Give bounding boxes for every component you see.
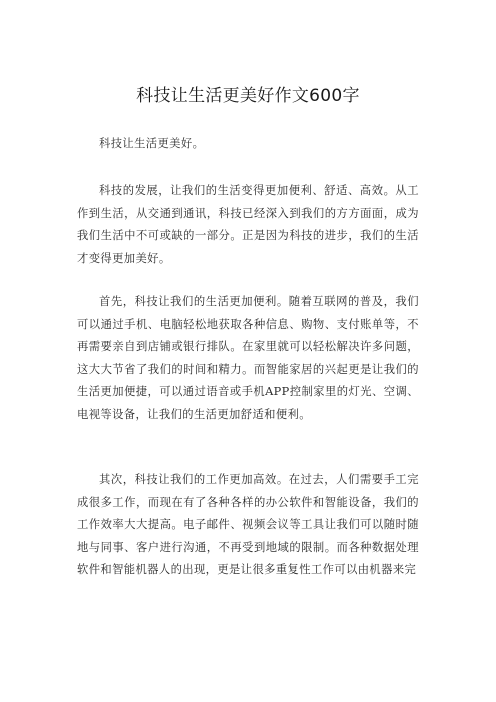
document-title: 科技让生活更美好作文600字 — [136, 86, 360, 106]
paragraph-intro: 科技让生活更美好。 — [99, 137, 205, 150]
paragraph-efficiency: 其次，科技让我们的工作更加高效。在过去，人们需要手工完成很多工作，而现在有了各种各样的办公软件和智能设备，我们的工作效率大大提高。电子邮件、视频会议等工具让我们可以随时随地与同事、客户进行沟通，不再受到地域的限制。而各种数据处理软件和智能机器人的出现，更是让很多重复性工作可以由机器来完 — [77, 473, 419, 577]
paragraph-overview: 科技的发展，让我们的生活变得更加便利、舒适、高效。从工作到生活，从交通到通讯，科技已经深入到我们的方方面面，成为我们生活中不可或缺的一部分。正是因为科技的进步，我们的生活才变得更加美好。 — [77, 184, 419, 265]
paragraph-convenience: 首先，科技让我们的生活更加便利。随着互联网的普及，我们可以通过手机、电脑轻松地获取各种信息、购物、支付账单等，不再需要亲自到店铺或银行排队。在家里就可以轻松解决许多问题，这大大节省了我们的时间和精力。而智能家居的兴起更是让我们的生活更加便捷，可以通过语音或手机APP控制家里的灯光、空调、电视等设备，让我们的生活更加舒适和便利。 — [77, 295, 419, 421]
